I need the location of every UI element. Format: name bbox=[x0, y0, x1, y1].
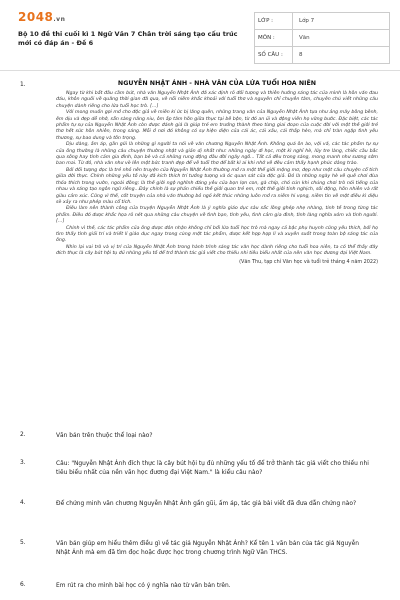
meta-row-subject bbox=[255, 30, 389, 47]
header-divider bbox=[0, 70, 400, 71]
meta-row-class bbox=[255, 13, 389, 30]
logo-text: 2048 bbox=[18, 10, 54, 24]
meta-key: MÔN : bbox=[255, 30, 293, 46]
question-number: 6. bbox=[20, 582, 26, 588]
question-number: 4. bbox=[20, 500, 26, 506]
meta-table bbox=[254, 12, 390, 64]
passage-paragraph: Bởi đối tượng đọc là trẻ nhỏ nên truyện của Nguyễn Nhật Ánh thường mở ra một thế giới mộng mơ, đẹp như một câu chuyện cổ tích giữa đời thực. Chính những yếu tố này đã kích thích trí tưởng tượng và óc quan sát của độc giả. Đó là những ngày hè về quê chơi đùa thỏa thích trong vườn, ngoài đồng; là thế giới ngộ nghĩnh đáng yêu của bọn lợn con, gà chíp, chó cún khi chúng chơi trò nói tiếng của nhau và sáng tạo ngôn ngữ riêng...Đây chính là sự phản chiếu thế giới quan trẻ em, một thế giới tinh nghịch, sôi động, hồn nhiên và rất giàu cảm xúc. Cũng vì thế, cốt truyện của nhà văn thường bỏ ngỏ kết thúc những luôn mở ra niềm hi vọng, niềm tin về một điều kì diệu sẽ xảy ra như phép màu cổ tích. bbox=[56, 167, 378, 205]
passage-number: 1. bbox=[20, 82, 26, 88]
passage-title: NGUYỄN NHẬT ÁNH - NHÀ VĂN CỦA LỨA TUỔI HOA NIÊN bbox=[117, 80, 317, 87]
passage-paragraph: Điều làm nên thành công của truyện Nguyễn Nhật Ánh là ý nghĩa giáo dục sâu sắc lồng ghép nhẹ nhàng, tinh tế trong từng tác phẩm. Điều đó được khắc họa rõ nét qua những câu chuyện về tình bạn, tình yêu, tình cảm gia đình, tình làng nghĩa xóm và tình người. […] bbox=[56, 206, 378, 225]
question-number: 3. bbox=[20, 460, 26, 466]
passage-paragraph: Ngay từ khi bắt đầu cầm bút, nhà văn Nguyễn Nhật Ánh đã xác định rõ đối tượng và thiên hướng sáng tác của mình là hồn văn đau đáu, khôn nguôi về quãng thời gian đã qua, về nỗi niềm khắc khoải với tuổi thơ và nguyên chỉ chuyên tâm, chuyên chú viết những câu chuyện dành riêng cho lứa tuổi học trò. […] bbox=[56, 91, 378, 109]
passage-paragraph: Với mong muốn gợi mở cho độc giả về miền kí ức bị lãng quên, những trang văn của Nguyễn Nhật Ánh tựa như ảng mây bồng bềnh, êm dịu và đẹp dễ nhớ, sẵn sàng nâng niu, ôm ấp tâm hồn giữa thực tại bề bộn, từ đó an ủi và động viên họ vững bước. Đặc biệt, các tác phẩm tự sự của Nguyễn Nhật Ánh còn được đánh giá là giúp trẻ em trưởng thành theo từng giai đoạn của cuộc đời với một thế giới trẻ thơ hết sức hồn nhiên, trong sáng. Mỗi ở nơi đó không có sự hiện diện của cái ác, cái xấu, cái thấp hèn, mà chỉ tràn ngập tình yêu thương, sự bao dung và tôn trọng. bbox=[56, 110, 378, 141]
question-text: Văn bản trên thuộc thể loại nào? bbox=[56, 433, 153, 439]
question-text: Câu: "Nguyễn Nhật Ánh đích thực là cây bút hội tụ đủ những yếu tố để trở thành tác giả viết cho thiếu nhi tiêu biểu nhất của nền văn học đương đại Việt Nam." là kiểu câu nào? bbox=[56, 461, 369, 476]
passage-paragraph: Nhìn lại vai trò và vị trí của Nguyễn Nhật Ánh trong hành trình sáng tác văn học dành riêng cho tuổi hoa niên, ta có thể thấy đây đích thực là cây bút hội tụ đủ những yếu tố để trở thành tác giả viết cho thiếu nhi tiêu biểu nhất của nền văn học đương đại Việt Nam. bbox=[56, 244, 378, 257]
meta-key: LỚP : bbox=[255, 13, 293, 29]
reading-passage bbox=[56, 80, 378, 265]
meta-value: Văn bbox=[299, 35, 310, 41]
passage-paragraph: Dịu dàng, ấm áp, gần gũi là những gì người ta nói về văn chương Nguyễn Nhật Ánh. Không quá ồn ào, vội vã, các tác phẩm tự sự của ông thường là những câu chuyện thường nhật và giản dị nhất như: những ngày đi học, một kì nghỉ hè, lũy tre làng, chiếc cầu bắc qua sông hay tình cảm gia đình, bạn bè và cả những rung động đầu đời ngây ngô... Tất cả đều trong sáng, mong manh như sương sớm ban mai. Từ đó, nhà văn như vẽ lên một bức tranh đẹp để về tuổi thơ để bất kì ai khi nhớ về đều cảm thấy hạnh phúc dâng trào. bbox=[56, 142, 378, 167]
site-logo[interactable] bbox=[18, 10, 65, 24]
question-text: Văn bản giúp em hiểu thêm điều gì về tác giả Nguyễn Nhật Ánh? Kể tên 1 văn bản của tác giả Nguyễn Nhật Ánh mà em đã tìm đọc hoặc được học trong chương trình Ngữ Văn THCS. bbox=[56, 541, 360, 556]
question-number: 5. bbox=[20, 540, 26, 546]
passage-paragraph: Chính vì thế, các tác phẩm của ông được đón nhận không chỉ bởi lứa tuổi học trò mà ngay cả bậc phụ huynh cũng yêu thích, bởi họ tìm thấy tình giải trí và triết lí giáo dục ngay trong cùng một tác phẩm, được kết hợp hợp lí và xuyên suốt trong toàn bộ sáng tác của ông. bbox=[56, 225, 378, 244]
header bbox=[0, 0, 400, 64]
meta-value: Lớp 7 bbox=[299, 18, 315, 24]
meta-key: SỐ CÂU : bbox=[255, 47, 293, 63]
question-number: 2. bbox=[20, 432, 26, 438]
question-text: Để chứng minh văn chương Nguyễn Nhật Ánh gần gũi, ấm áp, tác giả bài viết đã đưa dẫn chứng nào? bbox=[56, 501, 357, 507]
question-text: Em rút ra cho mình bài học có ý nghĩa nào từ văn bản trên. bbox=[56, 583, 231, 589]
document-title: Bộ 10 đề thi cuối kì 1 Ngữ Văn 7 Chân trời sáng tạo cấu trúc mới có đáp án - Đề 6 bbox=[18, 30, 238, 47]
meta-row-count bbox=[255, 47, 389, 63]
passage-source: (Văn Thu, tạp chí Văn học và tuổi trẻ tháng 4 năm 2022) bbox=[239, 258, 378, 265]
logo-suffix: .vn bbox=[53, 16, 66, 23]
meta-value: 8 bbox=[299, 52, 303, 58]
